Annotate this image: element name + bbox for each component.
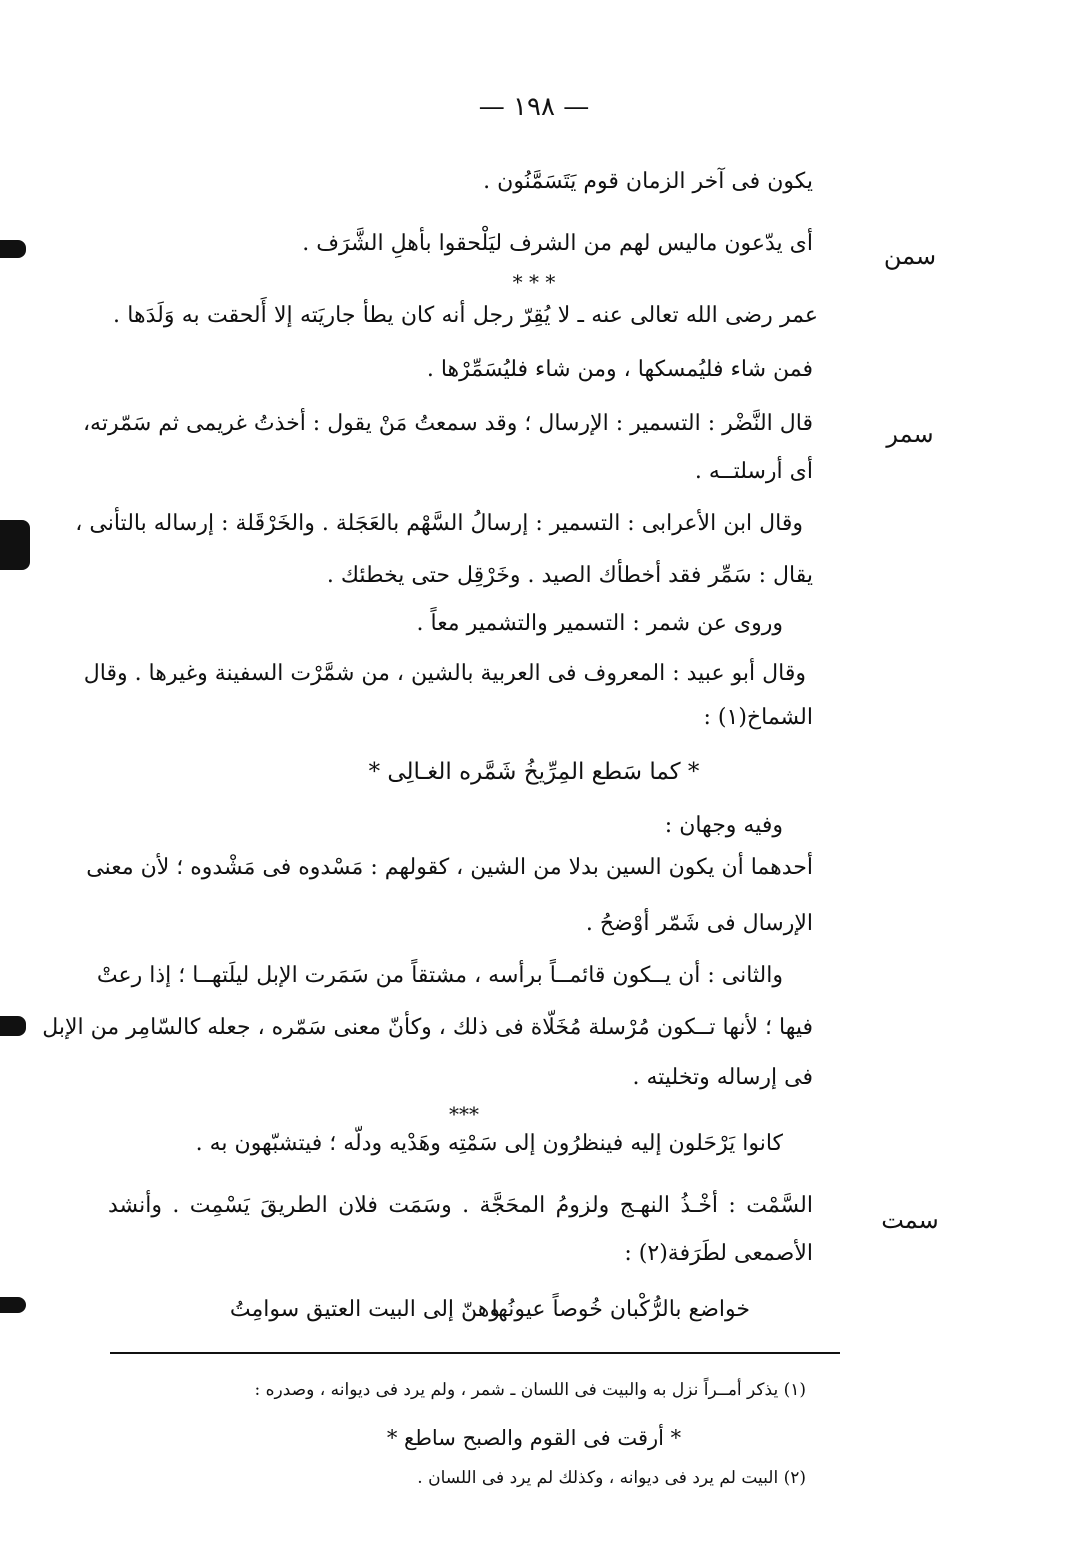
text-line: قال النَّضْر : التسمير : الإرسال ؛ وقد سمعتُ مَنْ يقول : أخذتُ غريمى ثم سَمّرته،	[82, 411, 813, 436]
verse-hemistich: خواضع بالرُّكْبان خُوصاً عيونُها	[491, 1297, 750, 1322]
text-line: الإرسال فى شَمّر أوْضحُ .	[585, 911, 813, 936]
thumb-tab-mark	[0, 240, 26, 258]
text-line: أى يدّعون ماليس لهم من الشرف ليَلْحقوا بأهلِ الشَّرَف .	[302, 231, 813, 256]
section-separator: * * *	[512, 270, 556, 294]
verse-line: * كما سَطع المِرِّيخُ شَمَّره الغـالِى *	[368, 759, 700, 785]
text-line: أى أرسلتــه .	[694, 459, 813, 484]
text-line: يقال : سَمِّر فقد أخطأك الصيد . وخَرْقِل حتى يخطئك .	[326, 563, 813, 588]
margin-headword-samt: سمت	[881, 1206, 939, 1234]
text-line: السَّمْت : أخْـذُ النهـج ولزومُ المحَجَّة . وسَمَت فلان الطريقَ يَسْمِت . وأنشد	[108, 1193, 813, 1218]
margin-headword-sumn: سمن	[883, 242, 937, 270]
text-line: أحدهما أن يكون السين بدلا من الشين ، كقولهم : مَسْدوه فى مَشْدوه ؛ لأن معنى	[86, 855, 813, 880]
text-line: وروى عن شمر : التسمير والتشمير معاً .	[416, 611, 783, 636]
footnote: (١) يذكر أمــراً نزل به والبيت فى اللسان ـ شمر ، ولم يرد فى ديوانه ، وصدره :	[254, 1380, 806, 1400]
margin-headword-samr: سمر	[886, 420, 934, 448]
text-line: فيها ؛ لأنها تــكون مُرْسلة مُخَلّاة فى ذلك ، وكأنّ معنى سَمّره ، جعله كالسّامِر من الإبل	[42, 1015, 813, 1040]
section-separator: ***	[449, 1102, 479, 1126]
thumb-tab-mark	[0, 520, 30, 570]
text-line: كانوا يَرْحَلون إليه فينظرُون إلى سَمْتِه وهَدْيه ودلّه ؛ فيتشبّهون به .	[195, 1131, 783, 1156]
footnote-verse: * أرقت فى القوم والصبح ساطع *	[386, 1426, 682, 1450]
text-line: عمر رضى الله تعالى عنه ـ لا يُقِرّ رجل أنه كان يطأ جاريَته إلا أَلحقت به وَلَدَها .	[113, 303, 818, 328]
text-line: وفيه وجهان :	[664, 813, 783, 838]
footnote-rule	[110, 1352, 840, 1354]
thumb-tab-mark	[0, 1016, 26, 1036]
text-line: فمن شاء فليُمسكها ، ومن شاء فليُسَمِّرْها .	[426, 357, 813, 382]
thumb-tab-mark	[0, 1297, 26, 1313]
footnote: (٢) البيت لم يرد فى ديوانه ، وكذلك لم يرد فى اللسان .	[417, 1468, 806, 1488]
text-line: الشماخ(١) :	[703, 705, 813, 730]
text-line: وقال أبو عبيد : المعروف فى العربية بالشين ، من شمَّرْت السفينة وغيرها . وقال	[83, 661, 806, 686]
text-line: وقال ابن الأعرابى : التسمير : إرسالُ السَّهْم بالعَجَلة . والخَرْقَلة : إرساله بالتأنى ،	[75, 511, 803, 536]
text-line: فى إرساله وتخليته .	[632, 1065, 813, 1090]
text-line: يكون فى آخر الزمان قوم يَتَسَمَّنُون .	[483, 169, 813, 194]
text-line: الأصمعى لطَرَفة(٢) :	[624, 1241, 813, 1266]
verse-hemistich: وهنّ إلى البيت العتيق سوامِتُ	[229, 1297, 500, 1322]
page-number: — ١٩٨ —	[478, 92, 590, 122]
text-line: والثانى : أن يــكون قائمــاً برأسه ، مشتقاً من سَمَرت الإبل ليلَتهــا ؛ إذا رعتْ	[96, 963, 783, 988]
